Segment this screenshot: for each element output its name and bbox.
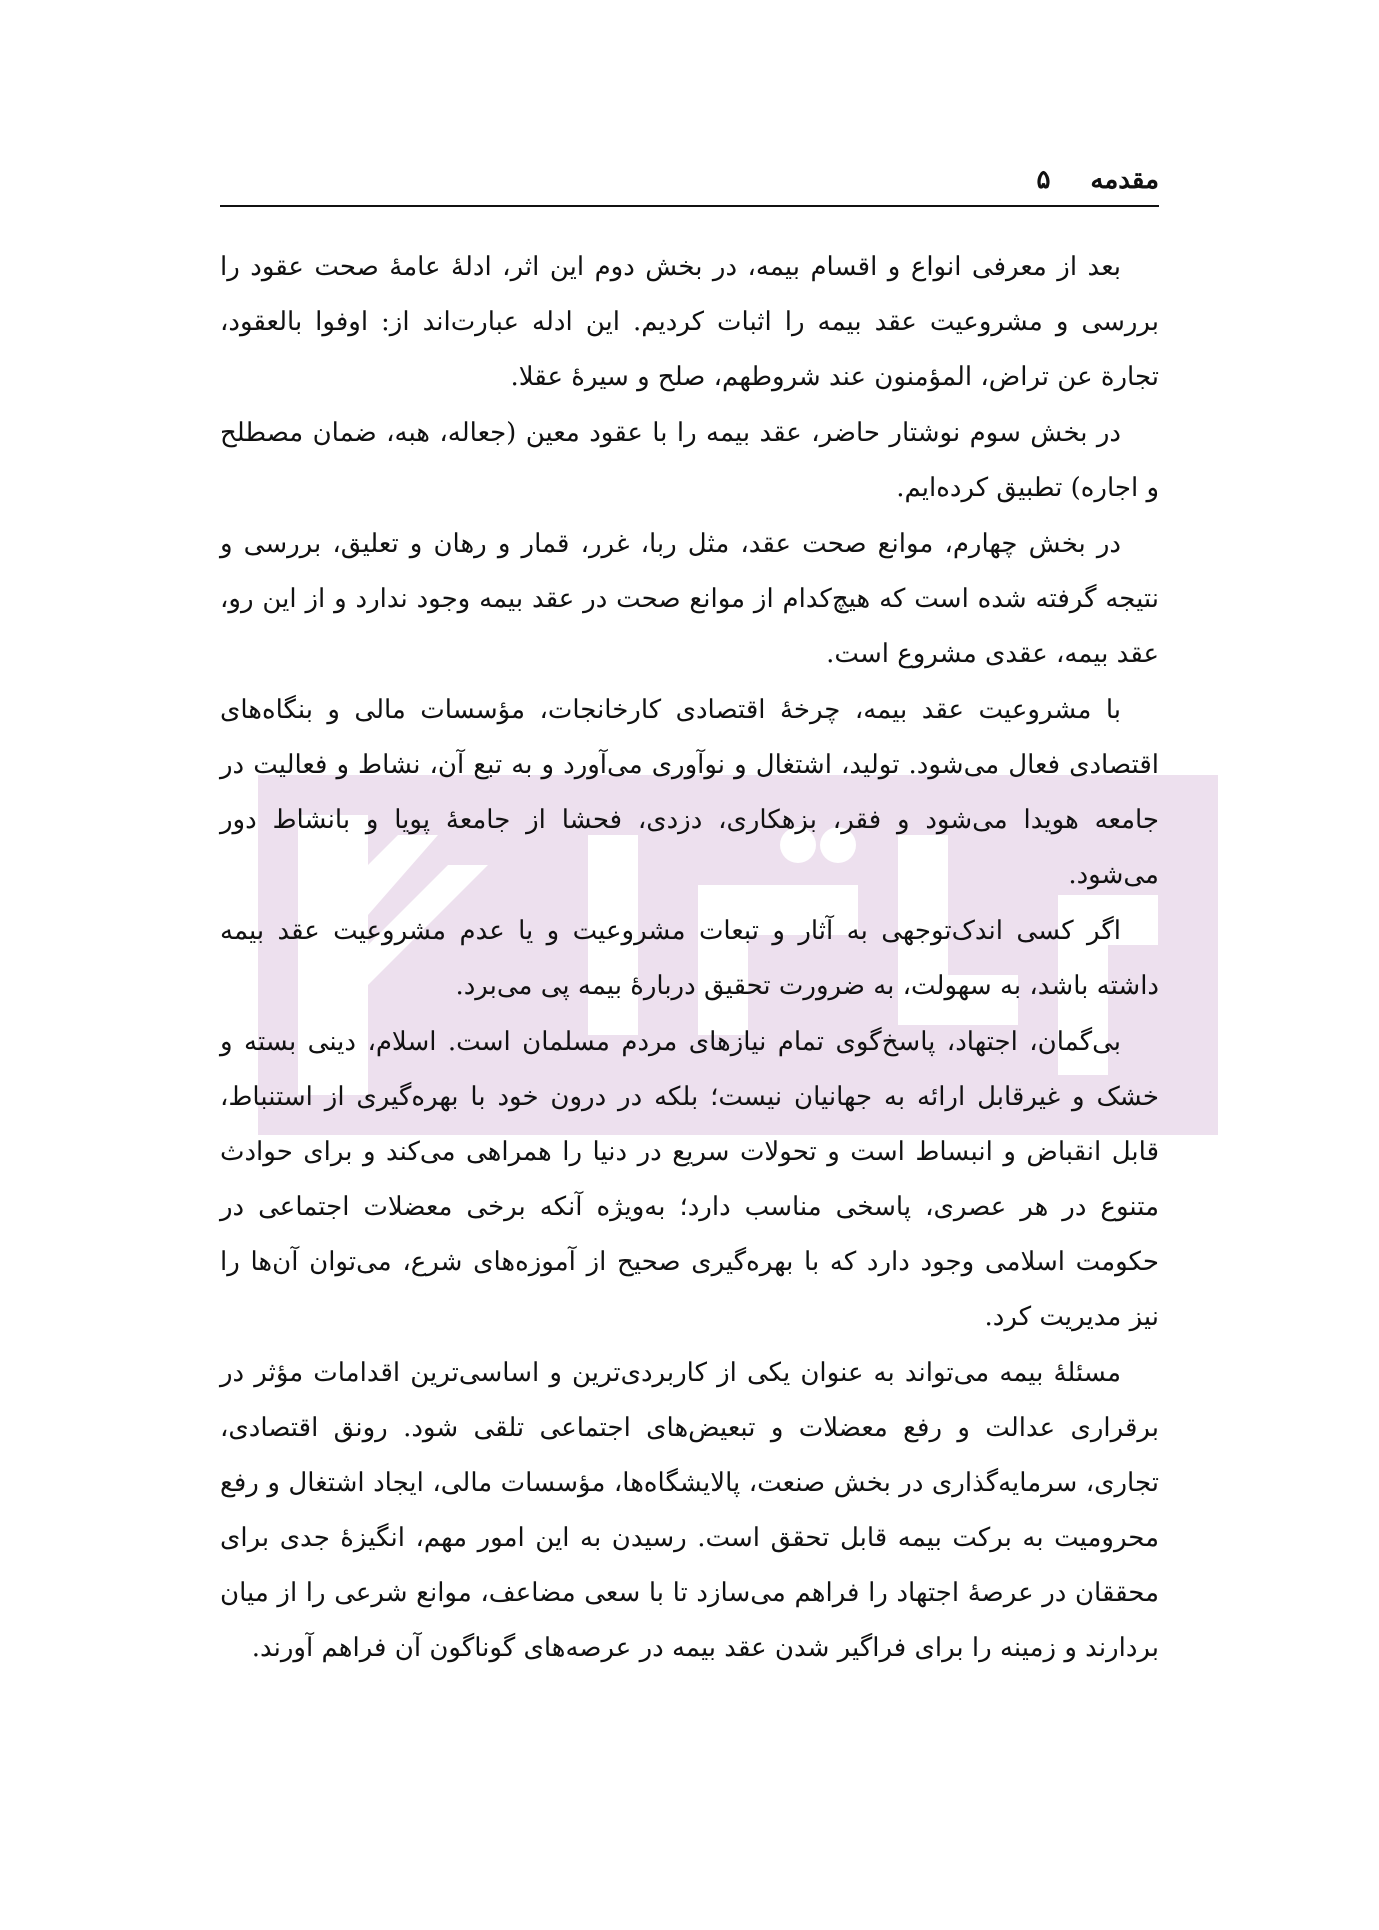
paragraph: بعد از معرفی انواع و اقسام بیمه، در بخش دوم این اثر، ادلۀ عامۀ صحت عقود را بررسی و مشروعیت عقد بیمه را اثبات کردیم. این ادله عبارت‌اند از: اوفوا بالعقود، تجارة عن تراض، المؤمنون عند شروطهم، صلح و سیرۀ عقلا. [220,252,1159,392]
paragraph: اگر کسی اندک‌توجهی به آثار و تبعات مشروعیت و یا عدم مشروعیت عقد بیمه داشته باشد، به سهولت، به ضرورت تحقیق دربارۀ بیمه پی می‌برد. [220,916,1159,1001]
page-number: ۵ [1036,165,1051,195]
paragraph: با مشروعیت عقد بیمه، چرخۀ اقتصادی کارخانجات، مؤسسات مالی و بنگاه‌های اقتصادی فعال می‌شود. تولید، اشتغال و نوآوری می‌آورد و به تبع آن، نشاط و فعالیت در جامعه هویدا می‌شود و فقر، بزهکاری، دزدی، فحشا از جامعۀ پویا و بانشاط دور می‌شود. [220,695,1159,890]
paragraph: مسئلۀ بیمه می‌تواند به عنوان یکی از کاربردی‌ترین و اساسی‌ترین اقدامات مؤثر در برقراری عدالت و رفع معضلات و تبعیض‌های اجتماعی تلقی شود. رونق اقتصادی، تجاری، سرمایه‌گذاری در بخش صنعت، پالایشگاه‌ها، مؤسسات مالی، ایجاد اشتغال و رفع محرومیت به برکت بیمه قابل تحقق است. رسیدن به این امور مهم، انگیزۀ جدی برای محققان در عرصۀ اجتهاد را فراهم می‌سازد تا با سعی مضاعف، موانع شرعی را از میان بردارند و زمینه را برای فراگیر شدن عقد بیمه در عرصه‌های گوناگون آن فراهم آورند. [220,1358,1159,1663]
paragraph: در بخش چهارم، موانع صحت عقد، مثل ربا، غرر، قمار و رهان و تعلیق، بررسی و نتیجه گرفته شده است که هیچ‌کدام از موانع صحت در عقد بیمه وجود ندارد و از این رو، عقد بیمه، عقدی مشروع است. [220,529,1159,669]
running-header [220,160,1159,200]
chapter-title: مقدمه [1090,165,1159,195]
paragraph: بی‌گمان، اجتهاد، پاسخ‌گوی تمام نیازهای مردم مسلمان است. اسلام، دینی بسته و خشک و غیرقابل ارائه به جهانیان نیست؛ بلکه در درون خود با بهره‌گیری از استنباط، قابل انقباض و انبساط است و تحولات سریع در دنیا را همراهی می‌کند و برای حوادث متنوع در هر عصری، پاسخی مناسب دارد؛ به‌ویژه آنکه برخی معضلات اجتماعی در حکومت اسلامی وجود دارد که با بهره‌گیری صحیح از آموزه‌های شرع، می‌توان آن‌ها را نیز مدیریت کرد. [220,1027,1159,1332]
body-text [220,240,1159,1677]
header-rule [220,205,1159,207]
paragraph: در بخش سوم نوشتار حاضر، عقد بیمه را با عقود معین (جعاله، هبه، ضمان مصطلح و اجاره) تطبیق کرده‌ایم. [220,418,1159,503]
